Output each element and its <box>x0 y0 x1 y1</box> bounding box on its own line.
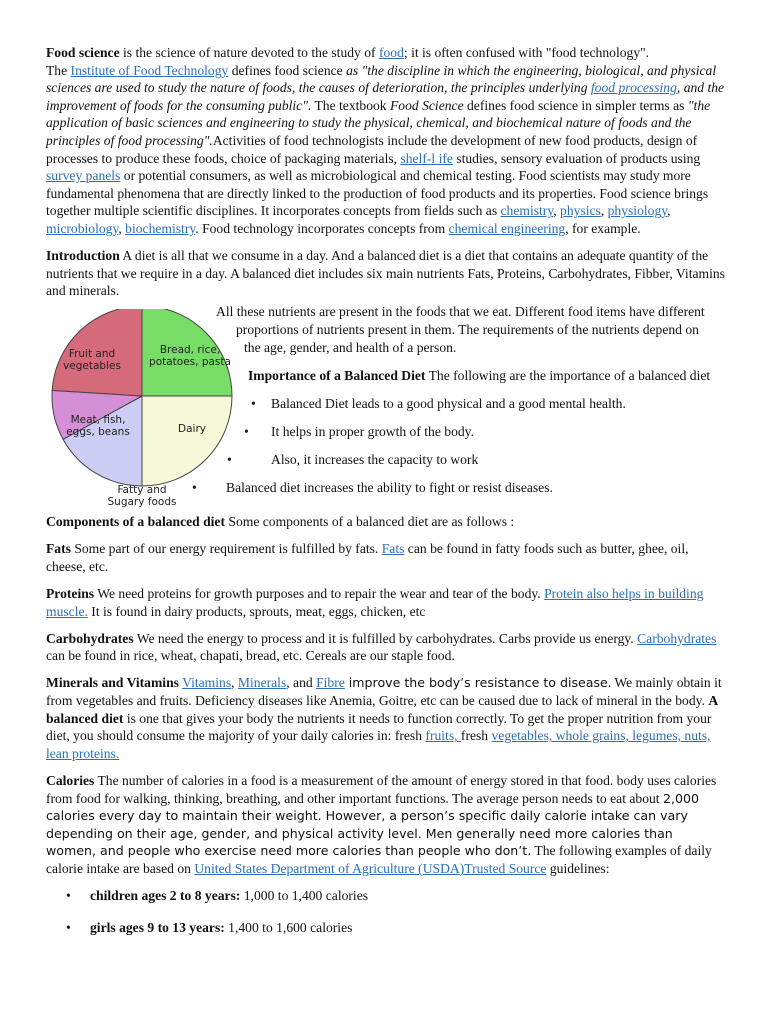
list-item <box>46 919 726 937</box>
pie-label-fatty-sugary: Fatty and Sugary foods <box>107 484 177 509</box>
pie-text-line-1: All these nutrients are present in the foods that we eat. Different food items have different <box>216 304 705 320</box>
pie-section <box>46 304 726 509</box>
link-minerals[interactable]: Minerals <box>237 675 287 691</box>
text-run: We need the energy to process and it is fulfilled by carbohydrates. Carbs provide us energy. <box>133 630 638 646</box>
text-run: , and the improvement of foods for the consuming public". <box>46 80 725 113</box>
components-paragraph <box>46 513 726 531</box>
carbohydrates-paragraph <box>46 630 726 665</box>
text-run: . We mainly obtain it from vegetables and fruits. Deficiency diseases like Anemia, Goitre, etc can be caused due to lack of mineral in the body. <box>46 675 722 709</box>
importance-bullet-1: Balanced Diet leads to a good physical and a good mental health. <box>271 396 626 412</box>
proteins-paragraph <box>46 585 726 620</box>
link-physiology[interactable]: physiology <box>607 203 668 219</box>
link-institute-of-food-technology[interactable]: Institute of Food Technology <box>70 62 229 78</box>
list-item <box>46 887 726 905</box>
text-run: , <box>553 203 561 219</box>
text-run: , <box>667 203 671 219</box>
calorie-intake-list <box>46 887 726 936</box>
text-run: . Food technology incorporates concepts from <box>195 220 449 236</box>
text-run: 2,000 calories every day to maintain their weight. However, a person’s specific daily calorie intake can vary depending on their age, gender, and physical activity level. Men generally need more calories than women, and people who exercise need more calories than people who don’t. <box>46 790 700 859</box>
pie-label-meat-fish: Meat, fish, eggs, beans <box>66 414 130 439</box>
list-item-label: girls ages 9 to 13 years: <box>90 919 225 935</box>
pie-label-bread-rice: Bread, rice, potatoes, pasta <box>149 344 231 369</box>
text-run: , <box>118 220 126 236</box>
text-run: , <box>231 675 238 691</box>
text-run: fresh <box>460 728 492 744</box>
link-shelf-life[interactable]: shelf-l ife <box>400 150 453 166</box>
textbook-title: Food Science <box>390 97 464 113</box>
link-usda[interactable]: United States Department of Agriculture (USDA)Trusted Source <box>194 860 547 876</box>
text-run: or potential consumers, as well as microbiological and chemical testing. Food scientists may study more fundamental phenomena that are directly linked to the production of food products and its properties. Food science brings together multiple scientific disciplines. It incorporates concepts from fields such as <box>46 168 709 219</box>
text-run: The <box>46 62 71 78</box>
balanced-diet-pie-chart <box>40 309 244 509</box>
link-food-processing[interactable]: food processing <box>590 80 677 96</box>
calories-paragraph <box>46 772 726 878</box>
bullet-marker: • <box>227 452 232 468</box>
bullet-marker: • <box>244 424 249 440</box>
text-run: as "the discipline in which the engineering, biological, and physical sciences are used to study the nature of foods, the causes of deterioration, the principles underlying <box>46 62 717 96</box>
balanced-diet-heading: A balanced diet <box>46 693 718 726</box>
link-chemical-engineering[interactable]: chemical engineering <box>448 220 566 236</box>
importance-bullet-3: Also, it increases the capacity to work <box>271 452 479 468</box>
link-biochemistry[interactable]: biochemistry <box>125 220 196 236</box>
text-run: ; it is often confused with "food technology". <box>403 45 650 60</box>
text-run: defines food science in simpler terms as <box>463 97 688 113</box>
text-run: studies, sensory evaluation of products using <box>452 150 701 166</box>
link-microbiology[interactable]: microbiology <box>46 220 119 236</box>
link-fibre[interactable]: Fibre <box>316 675 345 691</box>
list-item-label: children ages 2 to 8 years: <box>90 888 241 903</box>
pie-label-dairy: Dairy <box>178 423 206 436</box>
introduction-heading: Introduction <box>46 248 120 264</box>
text-run: The following examples of daily calorie intake are based on <box>46 843 712 876</box>
text-run: , and <box>286 675 317 691</box>
minerals-vitamins-heading: Minerals and Vitamins <box>46 675 179 691</box>
pie-label-fruit-vegetables: Fruit and vegetables <box>63 348 121 373</box>
text-run: Some part of our energy requirement is fulfilled by fats. <box>70 541 382 557</box>
importance-line <box>248 367 710 385</box>
text-run: Some components of a balanced diet are as follows : <box>225 514 515 530</box>
food-science-term: Food science <box>46 45 120 60</box>
link-survey-panels[interactable]: survey panels <box>46 168 121 184</box>
text-run: Activities of food technologists include the development of new food products, design of processes to produce these foods, choice of packaging materials, <box>46 132 698 166</box>
link-chemistry[interactable]: chemistry <box>500 203 554 219</box>
proteins-heading: Proteins <box>46 586 95 602</box>
pie-text-line-2: proportions of nutrients present in them. The requirements of the nutrients depend on <box>236 322 699 338</box>
text-run: The following are the importance of a balanced diet <box>425 368 711 384</box>
text-run: is the science of nature devoted to the study of <box>119 45 379 60</box>
text-run: A diet is all that we consume in a day. And a balanced diet is a diet that contains an adequate quantity of the nutrients that we require in a day. A balanced diet includes six main nutrients Fats, Proteins, Carbohydrates, Fibber, Vitamins and minerals. <box>46 248 725 299</box>
fats-heading: Fats <box>46 541 71 557</box>
pie-slice-bread-rice <box>142 396 232 486</box>
components-heading: Components of a balanced diet <box>46 514 225 530</box>
text-run: defines food science <box>228 62 347 78</box>
text-run: , for example. <box>565 220 641 236</box>
link-vegetables-grains[interactable]: vegetables, whole grains, legumes, nuts, lean proteins. <box>46 728 711 761</box>
link-fats[interactable]: Fats <box>381 541 405 557</box>
link-carbohydrates[interactable]: Carbohydrates <box>637 630 717 646</box>
calories-heading: Calories <box>46 772 95 788</box>
importance-bullet-4: Balanced diet increases the ability to fight or resist diseases. <box>226 480 553 496</box>
bullet-marker: • <box>251 396 256 412</box>
minerals-vitamins-paragraph <box>46 674 726 762</box>
text-run: guidelines: <box>546 860 610 876</box>
bullet-marker: • <box>192 480 197 496</box>
text-run: , <box>600 203 608 219</box>
food-science-paragraph <box>46 44 726 238</box>
list-item-value: 1,000 to 1,400 calories <box>240 888 369 903</box>
importance-bullet-2: It helps in proper growth of the body. <box>271 424 474 440</box>
link-physics[interactable]: physics <box>560 203 601 219</box>
text-run: can be found in fatty foods such as butter, ghee, oil, cheese, etc. <box>46 541 689 574</box>
text-run: The number of calories in a food is a measurement of the amount of energy stored in that food. body uses calories from food for walking, thinking, breathing, and other important functions. The average person needs to eat about <box>46 772 717 806</box>
list-item-value: 1,400 to 1,600 calories <box>224 919 353 935</box>
introduction-paragraph <box>46 247 726 300</box>
textbook-definition-quote: "the application of basic sciences and engineering to study the physical, chemical, and biochemical nature of foods and the principles of food processing". <box>46 97 711 148</box>
importance-heading: Importance of a Balanced Diet <box>248 368 426 384</box>
link-fruits[interactable]: fruits, <box>425 728 461 744</box>
fats-paragraph <box>46 540 726 575</box>
link-food[interactable]: food <box>378 45 404 60</box>
text-run: It is found in dairy products, sprouts, meat, eggs, chicken, etc <box>87 603 426 619</box>
carbohydrates-heading: Carbohydrates <box>46 630 134 646</box>
text-run: The textbook <box>311 97 390 113</box>
text-run: improve the body’s resistance to disease <box>344 675 608 691</box>
pie-text-line-3: the age, gender, and health of a person. <box>244 340 457 356</box>
text-run: We need proteins for growth purposes and to repair the wear and tear of the body. <box>94 586 545 602</box>
text-run: is one that gives your body the nutrients it needs to function correctly. To get the proper nutrition from your diet, you should consume the majority of your daily calories in: fresh <box>46 710 712 744</box>
link-vitamins[interactable]: Vitamins <box>182 675 232 691</box>
text-run: can be found in rice, wheat, chapati, bread, etc. Cereals are our staple food. <box>46 648 455 664</box>
link-protein-muscle[interactable]: Protein also helps in building muscle. <box>46 586 704 619</box>
document-page <box>46 44 726 950</box>
